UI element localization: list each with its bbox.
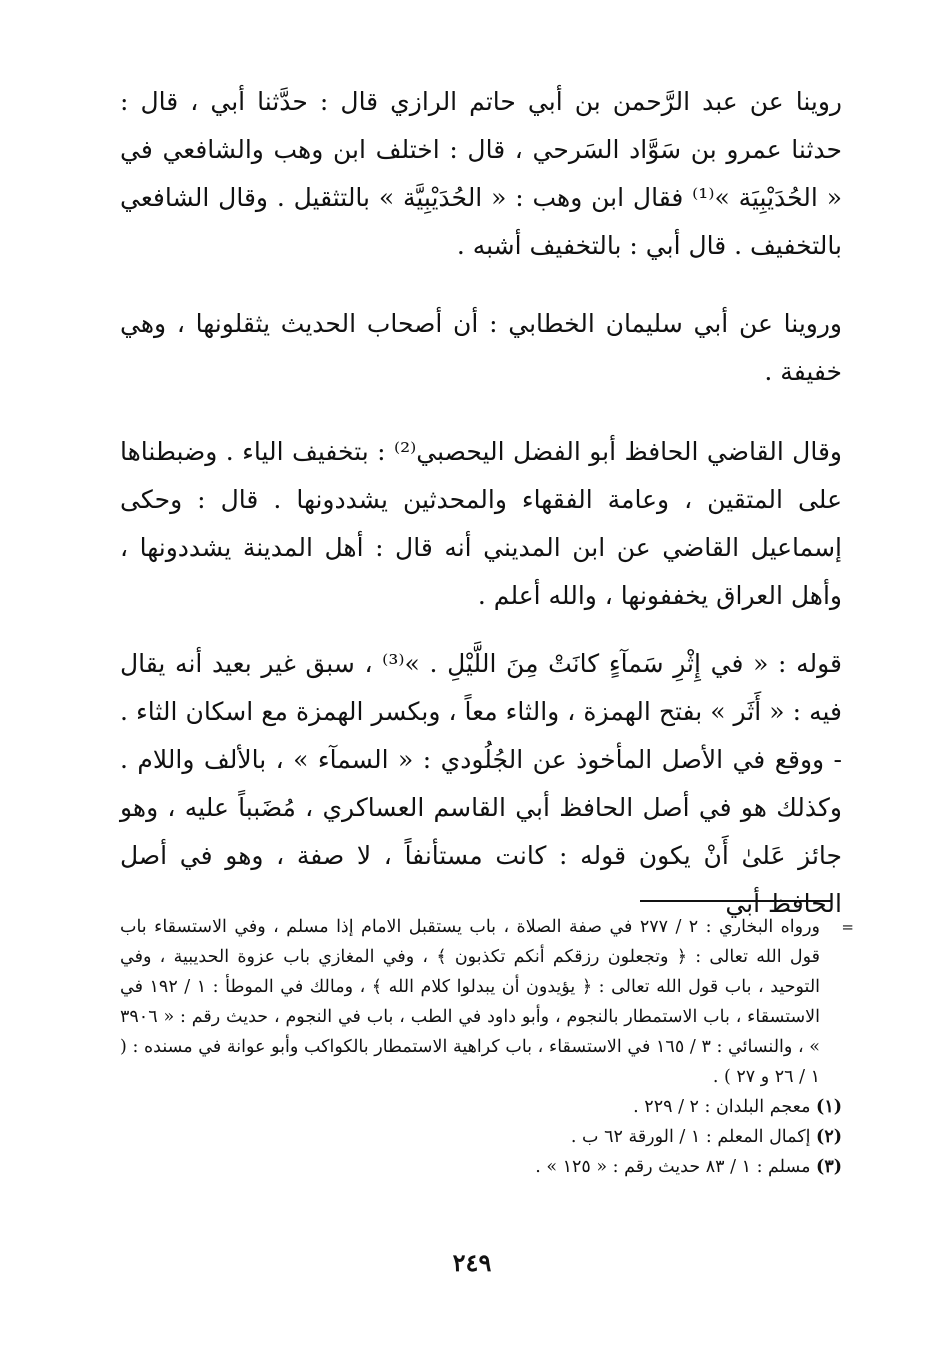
footnote-number: (٣) — [816, 1157, 842, 1177]
footnote-continuation — [120, 912, 854, 1092]
footnote-text: معجم البلدان : ٢ / ٢٢٩ . — [633, 1097, 811, 1117]
paragraph-2: وروينا عن أبي سليمان الخطابي : أن أصحاب الحديث يثقلونها ، وهي خفيفة . — [120, 309, 842, 386]
footnote-1 — [120, 1092, 842, 1122]
footnote-text: إكمال المعلم : ١ / الورقة ٦٢ ب . — [570, 1127, 811, 1147]
footnote-2 — [120, 1122, 842, 1152]
paragraph-4: قوله : « في إِثْرِ سَمآءٍ كانَتْ مِنَ اللَّيْلِ . »⁽³⁾ ، سبق غير بعيد أنه يقال فيه : « أَثَر » بفتح الهمزة ، والثاء معاً ، وبكسر الهمزة مع اسكان الثاء . - ووقع في الأصل المأخوذ عن الجُلُودي : « السمآء » ، بالألف واللام . وكذلك هو في أصل الحافظ أبي القاسم العساكري ، مُضَبباً عليه ، وهو جائز عَلىٰ أَنْ يكون قوله : كانت مستأنفاً ، لا صفة ، وهو في أصل الحافظ أبي — [120, 649, 842, 918]
footnote-number: (٢) — [816, 1127, 842, 1147]
footnote-continuation-text: ورواه البخاري : ٢ / ٢٧٧ في صفة الصلاة ، باب يستقبل الامام إذا مسلم ، وفي الاستسقاء باب قول الله تعالى : ﴿ وتجعلون رزقكم أنكم تكذبون ﴾ ، وفي المغازي باب عزوة الحديبية ، وفي التوحيد ، باب قول الله تعالى : ﴿ يؤيدون أن يبدلوا كلام الله ﴾ ، ومالك في الموطأ : ١ / ١٩٢ في الاستسقاء ، باب الاستمطار بالنجوم ، وأبو داود في الطب ، باب في النجوم ، حديث رقم : « ٣٩٠٦ » ، والنسائي : ٣ / ١٦٥ في الاستسقاء ، باب كراهية الاستمطار بالكواكب وأبو عوانة في مسنده : ( ١ / ٢٦ و ٢٧ ) . — [120, 917, 821, 1087]
footnotes — [120, 912, 854, 1182]
continuation-mark: = — [841, 918, 854, 936]
paragraph-1: روينا عن عبد الرَّحمن بن أبي حاتم الرازي قال : حدَّثنا أبي ، قال : حدثنا عمرو بن سَوَّاد السَرحي ، قال : اختلف ابن وهب والشافعي في « الحُدَيْبِيَة »⁽¹⁾ فقال ابن وهب : « الحُدَيْبِيَّة » بالتثقيل . وقال الشافعي بالتخفيف . قال أبي : بالتخفيف أشبه . — [120, 87, 842, 260]
page-number: ٢٤٩ — [452, 1248, 492, 1277]
footnote-text: مسلم : ١ / ٨٣ حديث رقم : « ١٢٥ » . — [535, 1157, 811, 1177]
footnote-separator — [640, 900, 832, 902]
paragraph-3: وقال القاضي الحافظ أبو الفضل اليحصبي⁽²⁾ : بتخفيف الياء . وضبطناها على المتقين ، وعامة الفقهاء والمحدثين يشددونها . قال : وحكى إسماعيل القاضي عن ابن المديني أنه قال : أهل المدينة يشددونها ، وأهل العراق يخففونها ، والله أعلم . — [120, 437, 842, 610]
footnote-3 — [120, 1152, 842, 1182]
footnote-number: (١) — [816, 1097, 842, 1117]
